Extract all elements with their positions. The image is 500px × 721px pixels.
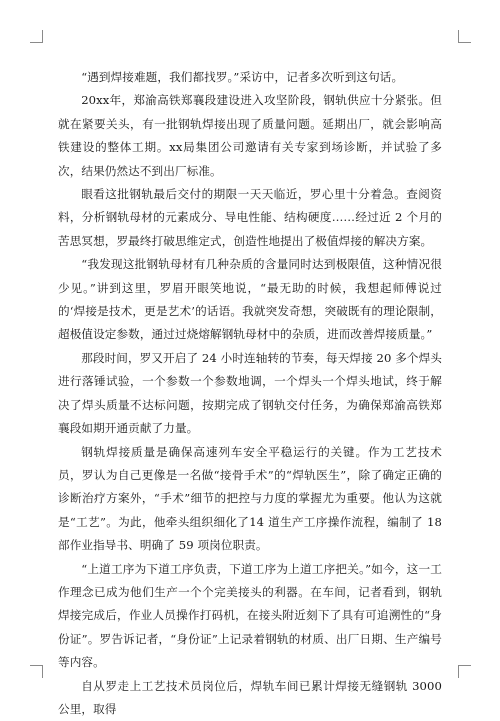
paragraph: 钢轨焊接质量是确保高速列车安全平稳运行的关键。作为工艺技术员，罗认为自己更像是一名做“接骨手术”的“焊轨医生”，除了确定正确的诊断治疗方案外，“手术”细节的把控与力度的掌握尤为重要。他认为这就是“工艺”。为此，他牵头组织细化了14 道生产工序操作流程，编制了 18 部作业指导书、明确了 59 项岗位职责。 [58,444,442,553]
paragraph: “遇到焊接难题，我们都找罗。”采访中，记者多次听到这句话。 [81,70,404,84]
paragraph: “我发现这批钢轨母材有几种杂质的含量同时达到极限值，这种情况很少见。”讲到这里，罗眉开眼笑地说，“最无助的时候，我想起师傅说过的‘焊接是技术，更是艺术’的话语。我就突发奇想，突破既有的理论限制，超极值设定参数，通过过烧熔解钢轨母材中的杂质，进而改善焊接质量。” [58,257,442,342]
body-text [58,66,442,721]
crop-mark-top-right [458,30,471,43]
paragraph: “上道工序为下道工序负责，下道工序为上道工序把关。”如今，这一工作理念已成为他们生产一个个完美接头的利器。在车间，记者看到，钢轨焊接完成后，作业人员操作打码机，在接头附近刻下了具有可追溯性的“身份证”。罗告诉记者，“身份证”上记录着钢轨的材质、出厂日期、生产编号等内容。 [58,561,442,670]
paragraph: 自从罗走上工艺技术员岗位后，焊轨车间已累计焊接无缝钢轨 3000 公里，取得 [58,678,442,716]
paragraph: 那段时间，罗又开启了 24 小时连轴转的节奏，每天焊接 20 多个焊头进行落锤试验，一个参数一个参数地调，一个焊头一个焊头地试，终于解决了焊头质量不达标问题，按期完成了钢轨交付任务，为确保郑渝高铁郑襄段如期开通贡献了力量。 [58,350,442,436]
paragraph: 眼看这批钢轨最后交付的期限一天天临近，罗心里十分着急。查阅资料，分析钢轨母材的元素成分、导电性能、结构硬度……经过近 2 个月的苦思冥想，罗最终打破思维定式，创造性地提出了极值焊接的解决方案。 [58,187,442,248]
crop-mark-bottom-left [30,665,43,678]
crop-mark-top-left [30,30,43,43]
crop-mark-bottom-right [458,665,471,678]
paragraph: 20xx年，郑渝高铁郑襄段建设进入攻坚阶段，钢轨供应十分紧张。但就在紧要关头，有一批钢轨焊接出现了质量问题。延期出厂，就会影响高铁建设的整体工期。xx局集团公司邀请有关专家到场诊断，并试验了多次，结果仍然达不到出厂标准。 [58,93,442,178]
